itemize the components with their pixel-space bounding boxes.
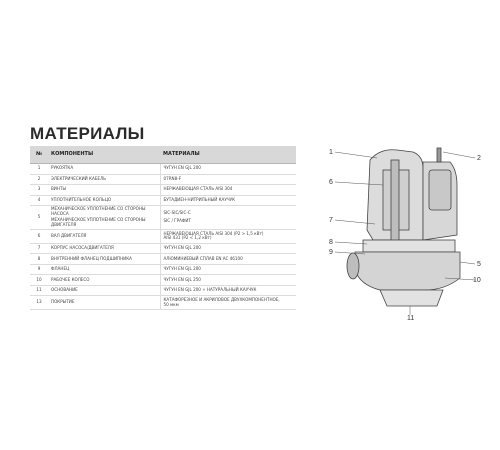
table-row <box>30 185 296 196</box>
callout-1: 1 <box>329 149 333 156</box>
row-material <box>160 164 296 175</box>
material-line: КАТАФОРЕЗНОЕ И АКРИЛОВОЕ ДВУХКОМПОНЕНТНОЕ, <box>163 297 280 303</box>
row-material <box>160 174 296 185</box>
row-number: 1 <box>30 164 48 175</box>
material-line: НЕРЖАВЕЮЩАЯ СТАЛЬ AISI 304 <box>163 186 233 192</box>
table-row <box>30 275 296 286</box>
table-row <box>30 296 296 310</box>
row-material <box>160 243 296 254</box>
table-row <box>30 254 296 265</box>
material-line: AISI 431 (P2 < 1,2 кВт) <box>163 235 212 241</box>
header-component: КОМПОНЕНТЫ <box>48 146 160 164</box>
row-material <box>160 264 296 275</box>
row-component: ЭЛЕКТРИЧЕСКИЙ КАБЕЛЬ <box>48 174 160 185</box>
row-number: 13 <box>30 296 48 310</box>
row-number: 9 <box>30 264 48 275</box>
row-number: 2 <box>30 174 48 185</box>
table-row <box>30 243 296 254</box>
material-line: ЧУГУН EN GJL 200 <box>163 266 201 272</box>
table-body <box>30 164 296 310</box>
row-component: ОСНОВАНИЕ <box>48 285 160 296</box>
callout-8: 8 <box>329 239 333 246</box>
table-row <box>30 195 296 206</box>
row-component: ВИНТЫ <box>48 185 160 196</box>
table-row <box>30 264 296 275</box>
component-line: МЕХАНИЧЕСКОЕ УПЛОТНЕНИЕ СО СТОРОНЫ НАСОСА <box>51 206 146 216</box>
material-line: ЧУГУН EN GJL 250 <box>163 276 201 282</box>
row-component: РАБОЧЕЕ КОЛЕСО <box>48 275 160 286</box>
component-line: МЕХАНИЧЕСКОЕ УПЛОТНЕНИЕ СО СТОРОНЫ ДВИГАТЕЛЯ <box>51 217 146 228</box>
callout-9: 9 <box>329 249 333 256</box>
row-number: 4 <box>30 195 48 206</box>
row-component: ВАЛ ДВИГАТЕЛЯ <box>48 229 160 243</box>
callout-10: 10 <box>473 277 481 284</box>
row-number: 7 <box>30 243 48 254</box>
page-title: МАТЕРИАЛЫ <box>30 124 145 143</box>
table-row <box>30 174 296 185</box>
row-number: 10 <box>30 275 48 286</box>
row-component: ПОКРЫТИЕ <box>48 296 160 310</box>
row-component: ФЛАНЕЦ <box>48 264 160 275</box>
row-component: КОРПУС НАСОСА/ДВИГАТЕЛЯ <box>48 243 160 254</box>
row-number: 8 <box>30 254 48 265</box>
row-material <box>160 185 296 196</box>
material-line: АЛЮМИНИЕВЫЙ СПЛАВ EN AC 46100 <box>163 255 243 261</box>
callout-6: 6 <box>329 179 333 186</box>
callout-7: 7 <box>329 217 333 224</box>
row-material <box>160 296 296 310</box>
row-component: ВНУТРЕННИЙ ФЛАНЕЦ ПОДШИПНИКА <box>48 254 160 265</box>
row-material <box>160 206 296 230</box>
callout-2: 2 <box>477 155 481 162</box>
row-number: 11 <box>30 285 48 296</box>
row-number: 5 <box>30 206 48 230</box>
header-num: № <box>30 146 48 164</box>
callout-11: 11 <box>407 315 415 320</box>
materials-table <box>30 146 296 310</box>
table-row <box>30 285 296 296</box>
row-material <box>160 229 296 243</box>
row-component: РУКОЯТКА <box>48 164 160 175</box>
material-line: SIC / ГРАФИТ <box>163 218 191 224</box>
material-line: SIC-SIC/SIC-C <box>163 209 191 215</box>
row-material <box>160 254 296 265</box>
row-material <box>160 285 296 296</box>
table-row <box>30 229 296 243</box>
material-line: 50 мкм <box>163 301 179 307</box>
row-component: УПЛОТНИТЕЛЬНОЕ КОЛЬЦО <box>48 195 160 206</box>
row-number: 3 <box>30 185 48 196</box>
row-component <box>48 206 160 230</box>
material-line: 07RN8-F <box>163 175 182 181</box>
material-line: НЕРЖАВЕЮЩАЯ СТАЛЬ AISI 304 (P2 > 1,5 кВт) <box>163 230 264 236</box>
table-row <box>30 164 296 175</box>
material-line: ЧУГУН EN GJL 200 <box>163 245 201 251</box>
pump-cutaway-diagram <box>325 140 485 320</box>
material-line: ЧУГУН EN GJL 200 <box>163 165 201 171</box>
row-material <box>160 195 296 206</box>
table-row <box>30 206 296 230</box>
header-material: МАТЕРИАЛЫ <box>160 146 296 164</box>
callout-5: 5 <box>477 261 481 268</box>
row-material <box>160 275 296 286</box>
table-header-row <box>30 146 296 164</box>
material-line: БУТАДИЕН-НИТРИЛЬНЫЙ КАУЧУК <box>163 196 236 202</box>
row-number: 6 <box>30 229 48 243</box>
material-line: ЧУГУН EN GJL 200 + НАТУРАЛЬНЫЙ КАУЧУК <box>163 287 257 293</box>
